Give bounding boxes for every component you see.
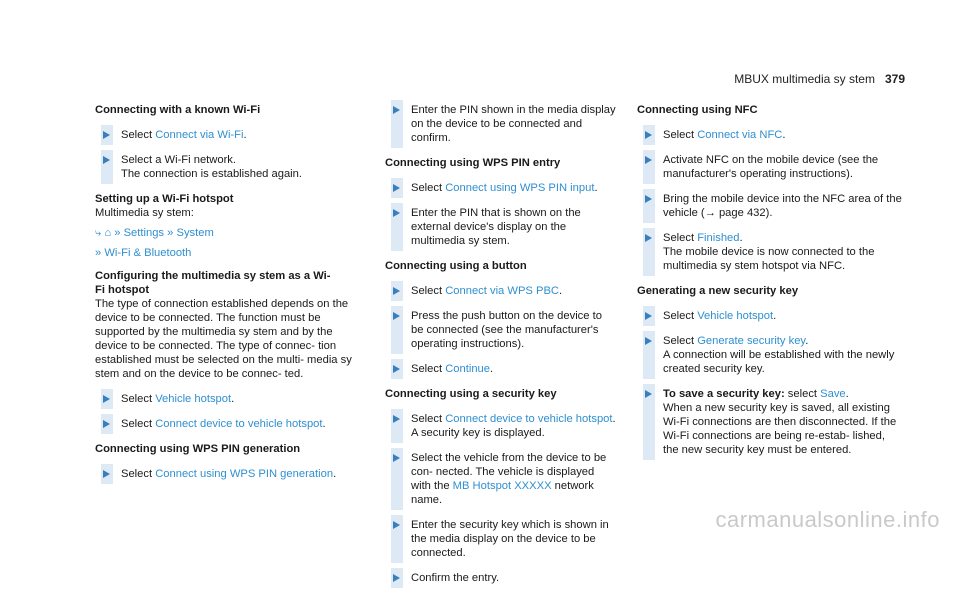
step-text: Select xyxy=(121,468,156,480)
step xyxy=(385,451,617,507)
step-text: . xyxy=(559,285,563,297)
link-connect-via-wifi[interactable]: Connect via Wi‑Fi xyxy=(155,129,244,141)
heading-wifi-hotspot: Setting up a Wi‑Fi hotspot xyxy=(95,193,234,205)
step xyxy=(95,417,360,431)
heading-line: Configuring the multimedia sy stem as a Wi‑ xyxy=(95,270,331,282)
step-text: . xyxy=(243,129,247,141)
step-arrow-icon xyxy=(103,131,110,139)
step xyxy=(637,334,902,376)
link-connect-via-nfc[interactable]: Connect via NFC xyxy=(697,129,783,141)
step xyxy=(385,571,617,585)
step-text: network name. xyxy=(411,480,594,506)
menu-path xyxy=(95,246,360,260)
header-title: MBUX multimedia sy stem xyxy=(734,72,875,86)
step-text: . xyxy=(490,363,494,375)
path-arrow-icon: » xyxy=(114,227,121,239)
step xyxy=(637,309,902,323)
link-mb-hotspot[interactable]: MB Hotspot XXXXX xyxy=(452,480,552,492)
step xyxy=(95,153,360,181)
step-arrow-icon xyxy=(393,287,400,295)
step xyxy=(637,192,902,220)
step-arrow-icon xyxy=(645,234,652,242)
link-system[interactable]: System xyxy=(176,227,214,239)
link-generate-security-key[interactable]: Generate security key xyxy=(697,335,806,347)
heading-line: Fi hotspot xyxy=(95,284,150,296)
home-icon[interactable]: ⌂ xyxy=(104,227,112,239)
watermark: carmanualsonline.info xyxy=(715,507,940,532)
page-header xyxy=(734,72,905,86)
step-arrow-icon xyxy=(393,184,400,192)
step xyxy=(637,387,902,457)
link-connect-device[interactable]: Connect device to vehicle hotspot xyxy=(445,413,613,425)
step-text: . xyxy=(594,182,598,194)
path-arrow-icon: » xyxy=(95,247,102,259)
link-vehicle-hotspot[interactable]: Vehicle hotspot xyxy=(697,310,774,322)
link-save[interactable]: Save xyxy=(820,388,846,400)
step-arrow-icon xyxy=(103,395,110,403)
step-text: . xyxy=(322,418,326,430)
step-text: . xyxy=(773,310,777,322)
step xyxy=(385,518,617,560)
step-text: The mobile device is now connected to the multimedia sy stem hotspot via NFC. xyxy=(663,246,875,272)
menu-path xyxy=(95,226,360,240)
link-wps-pbc[interactable]: Connect via WPS PBC xyxy=(445,285,559,297)
step xyxy=(385,284,617,298)
step-arrow-icon xyxy=(393,415,400,423)
step xyxy=(385,309,617,351)
step-text: Select the vehicle from the device to be con‑ nected. The vehicle is displayed with the xyxy=(411,452,607,492)
step-text: A connection will be established with the newly created security key. xyxy=(663,349,895,375)
column-3 xyxy=(637,103,902,468)
step-arrow-icon xyxy=(645,390,652,398)
step-text: . xyxy=(333,468,337,480)
step-text: . xyxy=(739,232,743,244)
step-text: Enter the PIN that is shown on the external device's display on the multimedia sy stem. xyxy=(411,207,581,247)
step-text: Select xyxy=(121,393,156,405)
step-text: Select xyxy=(663,129,698,141)
link-wps-pin-input[interactable]: Connect using WPS PIN input xyxy=(445,182,595,194)
step-text: . xyxy=(782,129,786,141)
step xyxy=(385,103,617,145)
step-text: Confirm the entry. xyxy=(411,572,500,584)
step xyxy=(385,362,617,376)
step-arrow-icon xyxy=(645,156,652,164)
path-arrow-icon: » xyxy=(167,227,174,239)
paragraph: Multimedia sy stem: xyxy=(95,207,194,219)
step xyxy=(385,412,617,440)
step-text: . xyxy=(231,393,235,405)
step-text: Select a Wi‑Fi network. xyxy=(121,154,237,166)
step-arrow-icon xyxy=(393,106,400,114)
step-text: Select xyxy=(121,129,156,141)
link-connect-device[interactable]: Connect device to vehicle hotspot xyxy=(155,418,323,430)
step-arrow-icon xyxy=(393,574,400,582)
page-number: 379 xyxy=(884,72,905,86)
heading-wps-pin-generation: Connecting using WPS PIN generation xyxy=(95,443,301,455)
heading-known-wifi: Connecting with a known Wi‑Fi xyxy=(95,104,261,116)
column-2 xyxy=(385,103,617,596)
heading-security-key: Connecting using a security key xyxy=(385,388,557,400)
heading-nfc: Connecting using NFC xyxy=(637,104,758,116)
step-bold-text: To save a security key: xyxy=(663,388,785,400)
step-arrow-icon xyxy=(645,195,652,203)
step-text: Select xyxy=(663,310,698,322)
step-text: Enter the PIN shown in the media display on the device to be connected and confirm. xyxy=(411,104,616,144)
step-text: Enter the security key which is shown in the media display on the device to be connected. xyxy=(411,519,609,559)
column-1 xyxy=(95,103,360,492)
step xyxy=(385,206,617,248)
step-text: Bring the mobile device into the NFC area of the vehicle (→ page 432). xyxy=(663,193,902,219)
step-text: . xyxy=(805,335,809,347)
link-settings[interactable]: Settings xyxy=(123,227,165,239)
link-vehicle-hotspot[interactable]: Vehicle hotspot xyxy=(155,393,232,405)
step-arrow-icon xyxy=(393,209,400,217)
link-finished[interactable]: Finished xyxy=(697,232,740,244)
heading-configuring-hotspot xyxy=(95,269,360,297)
step-text: Select xyxy=(411,285,446,297)
step-arrow-icon xyxy=(103,156,110,164)
step-text: The connection is established again. xyxy=(121,168,302,180)
path-start-icon: ⤷ xyxy=(95,227,102,239)
heading-wps-pin-entry: Connecting using WPS PIN entry xyxy=(385,157,561,169)
step xyxy=(95,392,360,406)
step-text: Select xyxy=(663,335,698,347)
step xyxy=(95,128,360,142)
link-wifi-bluetooth[interactable]: Wi‑Fi & Bluetooth xyxy=(104,247,192,259)
step-text: Select xyxy=(411,363,446,375)
step-text: . xyxy=(612,413,616,425)
step-arrow-icon xyxy=(393,312,400,320)
step-arrow-icon xyxy=(645,312,652,320)
heading-new-security-key: Generating a new security key xyxy=(637,285,799,297)
step xyxy=(637,128,902,142)
step-arrow-icon xyxy=(645,337,652,345)
step xyxy=(95,467,360,481)
step-text: Press the push button on the device to be connected (see the manufacturer's operating instructions). xyxy=(411,310,602,350)
step-arrow-icon xyxy=(103,470,110,478)
paragraph: The type of connection established depends on the device to be connected. The function must be supported by the multimedia sy stem and by the device to be connected. The type of connec‑ tion established must be selected on the multi‑ media sy stem and on the device to be connec‑ ted. xyxy=(95,298,352,380)
link-wps-pin-generation[interactable]: Connect using WPS PIN generation xyxy=(155,468,334,480)
step-arrow-icon xyxy=(393,521,400,529)
step xyxy=(637,231,902,273)
step-text: Select xyxy=(411,182,446,194)
step-text: A security key is displayed. xyxy=(411,427,545,439)
heading-button: Connecting using a button xyxy=(385,260,527,272)
step-text: select xyxy=(784,388,821,400)
step-text: Activate NFC on the mobile device (see the manufacturer's operating instructions). xyxy=(663,154,879,180)
step-text: When a new security key is saved, all existing Wi‑Fi connections are then disconnected. If the Wi‑Fi connections are being re‑estab‑ lished, the new security key must be entered. xyxy=(663,402,897,456)
step-text: Select xyxy=(663,232,698,244)
step xyxy=(637,153,902,181)
step-arrow-icon xyxy=(103,420,110,428)
step-arrow-icon xyxy=(393,365,400,373)
step xyxy=(385,181,617,195)
step-arrow-icon xyxy=(645,131,652,139)
step-text: Select xyxy=(121,418,156,430)
step-text: Select xyxy=(411,413,446,425)
link-continue[interactable]: Continue xyxy=(445,363,490,375)
step-arrow-icon xyxy=(393,454,400,462)
step-text: . xyxy=(845,388,849,400)
